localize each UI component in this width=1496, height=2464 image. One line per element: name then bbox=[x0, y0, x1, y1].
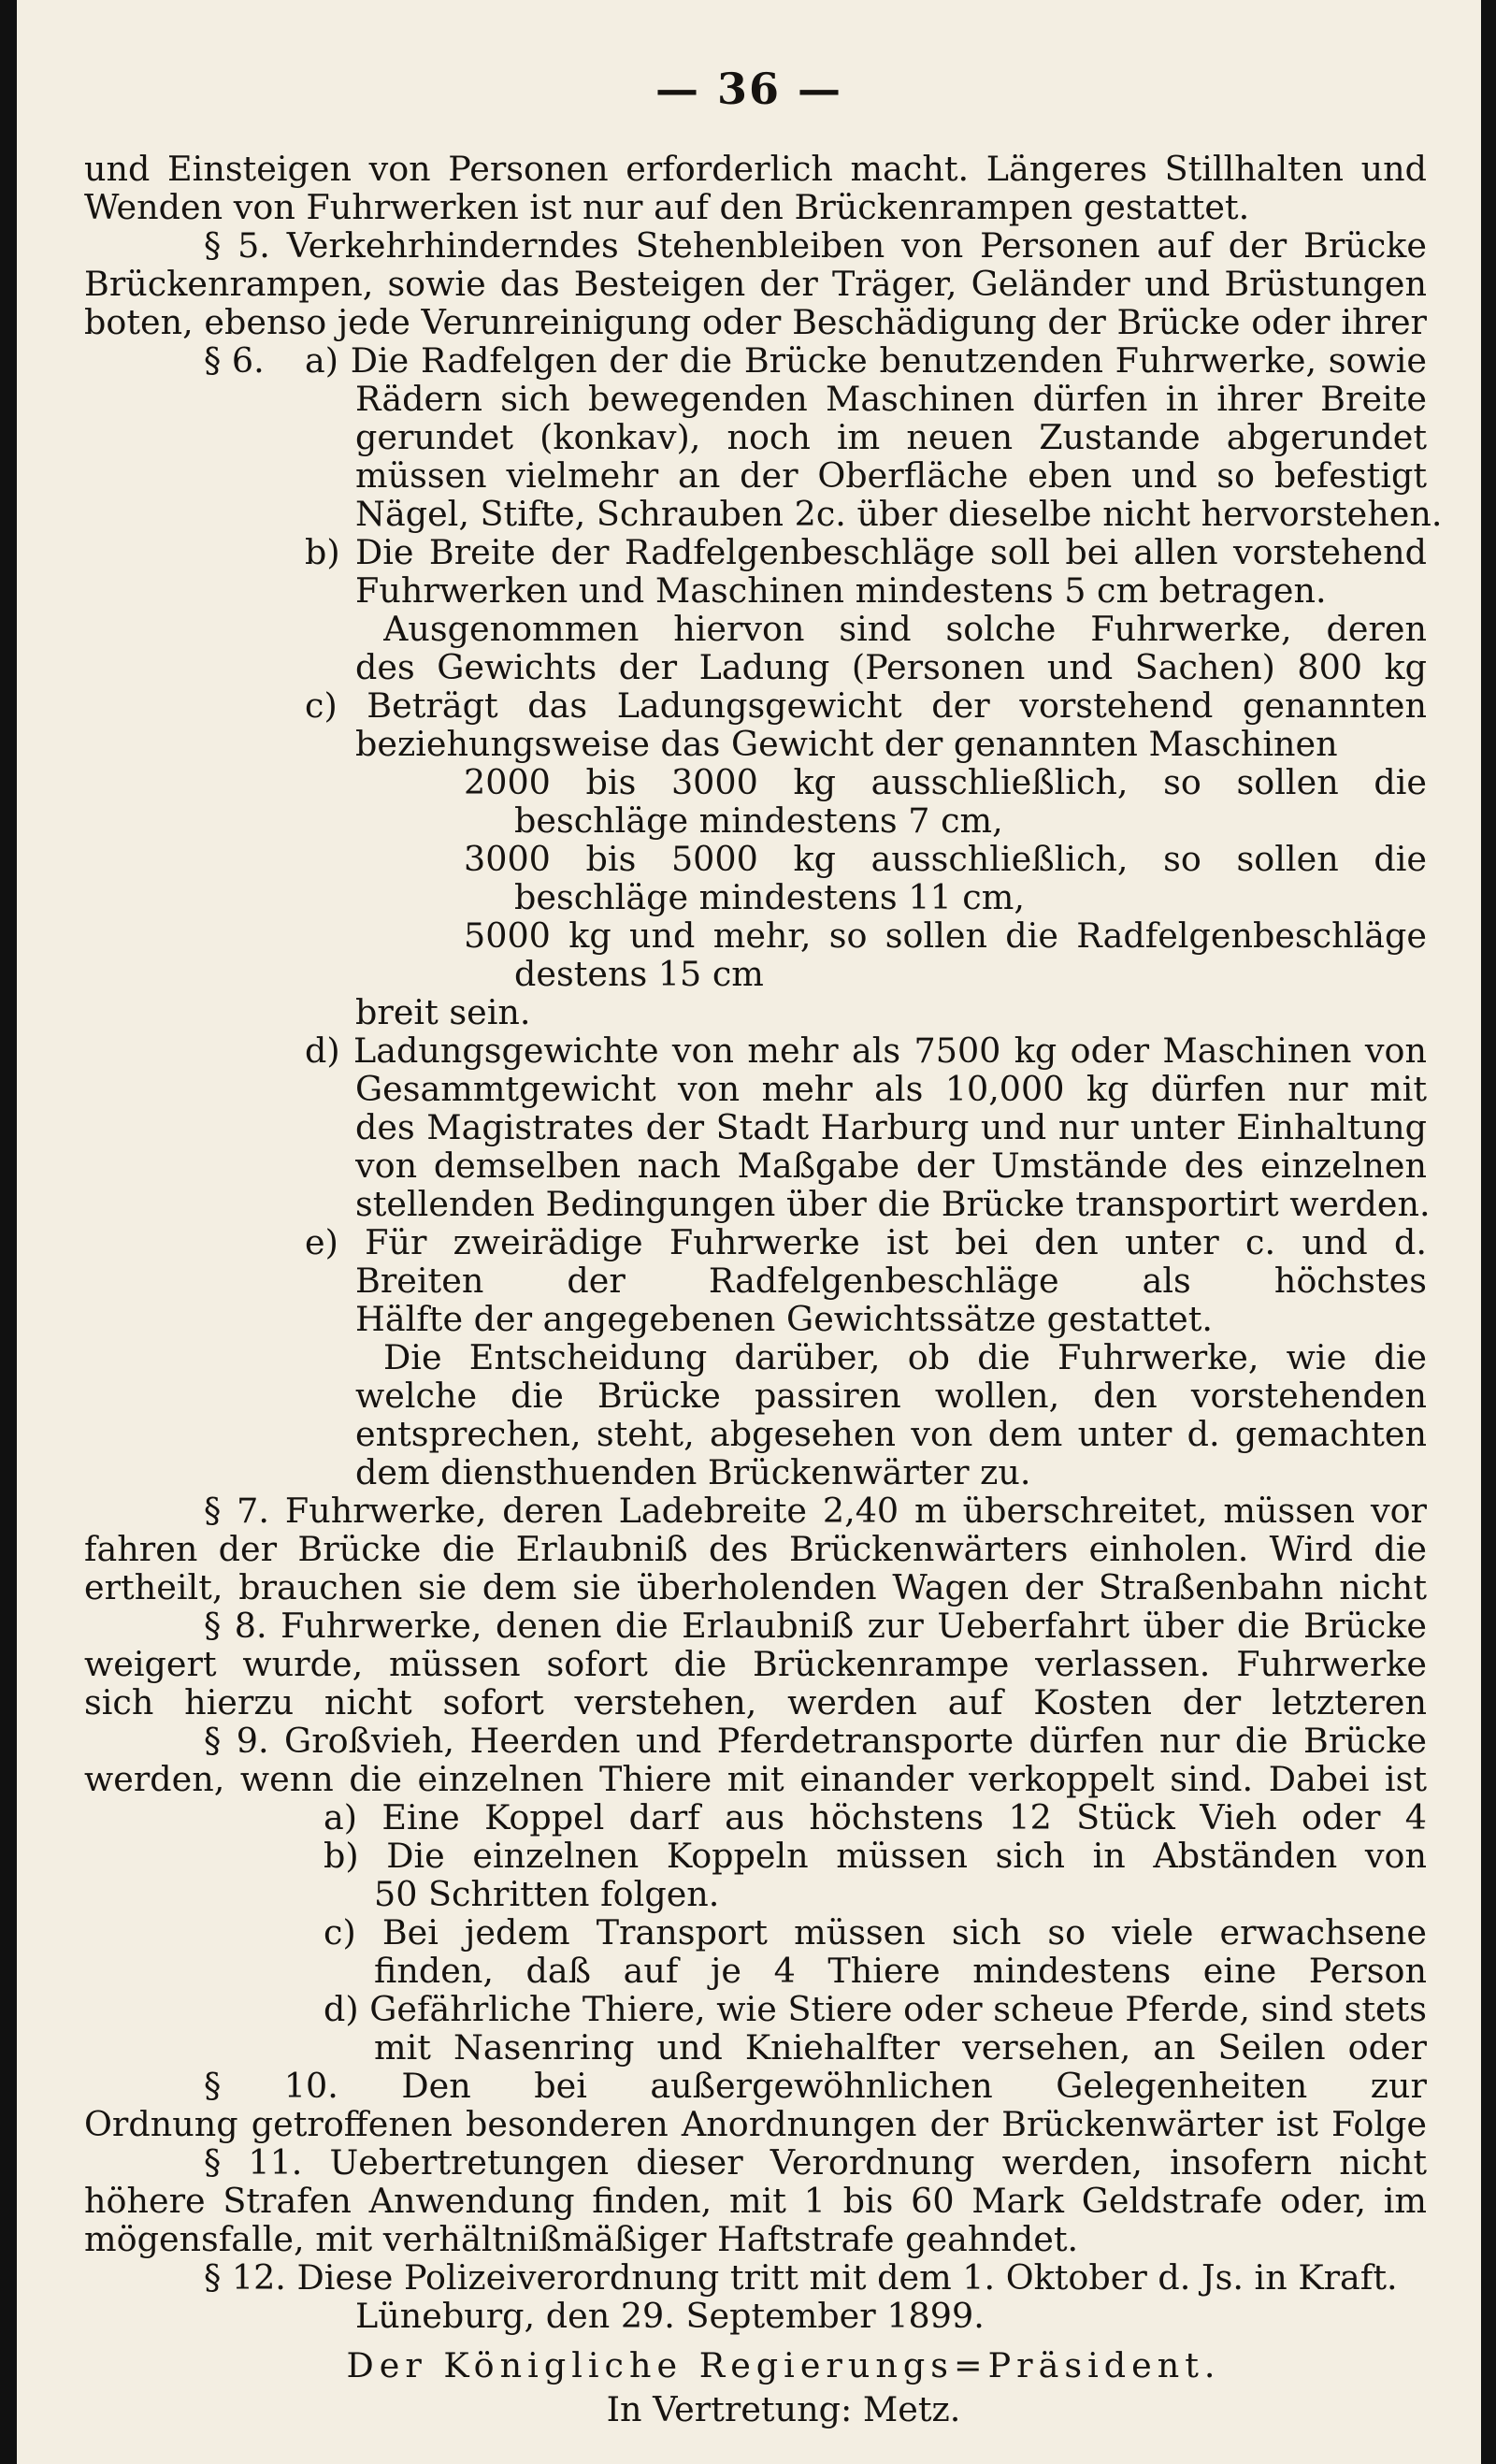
text-line bbox=[84, 1760, 1427, 1798]
line-text: destens 15 cm bbox=[514, 954, 764, 994]
line-text: mögensfalle, mit verhältnißmäßiger Haftstrafe geahndet. bbox=[84, 2219, 1079, 2259]
line-text: Fuhrwerken und Maschinen mindestens 5 cm betragen. bbox=[355, 570, 1327, 611]
line-text: beziehungsweise das Gewicht der genannten Maschinen bbox=[355, 724, 1338, 764]
line-text: a) Eine Koppel darf aus höchstens 12 Stück Vieh oder 4 bbox=[324, 1798, 1427, 1837]
text-line bbox=[84, 1837, 1427, 1875]
line-text: § 9. Großvieh, Heerden und Pferdetransporte dürfen nur die Brücke bbox=[204, 1722, 1427, 1760]
line-text: e) Für zweirädige Fuhrwerke ist bei den unter c. und d. bbox=[305, 1223, 1427, 1261]
text-line bbox=[84, 2105, 1427, 2143]
line-text: Gesammtgewicht von mehr als 10,000 kg dürfen nur mit bbox=[355, 1070, 1427, 1108]
text-line bbox=[84, 303, 1427, 341]
line-text: von demselben nach Maßgabe der Umstände des einzelnen bbox=[355, 1146, 1427, 1185]
page-number: — 36 — bbox=[654, 64, 843, 114]
line-text: d) Gefährliche Thiere, wie Stiere oder scheue Pferde, sind stets bbox=[324, 1990, 1427, 2028]
line-text: § 5. Verkehrhinderndes Stehenbleiben von Personen auf der Brücke bbox=[204, 226, 1427, 265]
line-text: mit Nasenring und Kniehalfter versehen, an Seilen oder bbox=[374, 2028, 1427, 2067]
line-text: 3000 bis 5000 kg ausschließlich, so sollen die bbox=[464, 840, 1427, 878]
line-text: des Magistrates der Stadt Harburg und nur unter Einhaltung bbox=[355, 1108, 1427, 1146]
text-line bbox=[84, 1607, 1427, 1645]
signature-block bbox=[84, 2346, 1427, 2385]
text-line bbox=[84, 1300, 1427, 1338]
text-line bbox=[84, 2067, 1427, 2105]
text-line bbox=[84, 1875, 1427, 1913]
line-text: welche die Brücke passiren wollen, den vorstehenden bbox=[355, 1376, 1427, 1415]
line-text: Die Entscheidung darüber, ob die Fuhrwerke, wie die bbox=[383, 1338, 1427, 1376]
line-text: beschläge mindestens 11 cm, bbox=[514, 877, 1025, 917]
line-text: des Gewichts der Ladung (Personen und Sachen) 800 kg bbox=[355, 648, 1427, 686]
line-text: Rädern sich bewegenden Maschinen dürfen in ihrer Breite bbox=[355, 380, 1427, 418]
line-text: entsprechen, steht, abgesehen von dem unter d. gemachten bbox=[355, 1415, 1427, 1453]
line-text: b) Die einzelnen Koppeln müssen sich in Abständen von bbox=[324, 1837, 1427, 1875]
page-edge-left bbox=[0, 0, 17, 2464]
text-line bbox=[84, 494, 1443, 534]
line-text: Breiten der Radfelgenbeschläge als höchstes bbox=[355, 1261, 1427, 1300]
text-line bbox=[84, 1070, 1427, 1108]
text-line bbox=[84, 686, 1427, 725]
text-line bbox=[84, 1491, 1427, 1530]
text-line bbox=[84, 418, 1427, 456]
text-line bbox=[84, 1530, 1427, 1568]
line-text: gerundet (konkav), noch im neuen Zustande abgerundet bbox=[355, 418, 1427, 456]
text-line bbox=[84, 1568, 1427, 1607]
line-text: beschläge mindestens 7 cm, bbox=[514, 800, 1003, 841]
line-text: Lüneburg, den 29. September 1899. bbox=[355, 2296, 985, 2336]
text-line bbox=[84, 840, 1427, 878]
line-text: Ordnung getroffenen besonderen Anordnungen der Brückenwärter ist Folge bbox=[84, 2105, 1427, 2143]
text-line bbox=[84, 1184, 1431, 1224]
line-text: Wenden von Fuhrwerken ist nur auf den Brückenrampen gestattet. bbox=[84, 187, 1250, 227]
text-line bbox=[84, 456, 1427, 495]
text-line bbox=[84, 265, 1427, 303]
text-line bbox=[84, 648, 1427, 686]
text-line bbox=[84, 801, 1427, 840]
line-text: stellenden Bedingungen über die Brücke transportirt werden. bbox=[355, 1184, 1431, 1224]
text-line bbox=[84, 763, 1427, 801]
text-line bbox=[84, 610, 1427, 648]
text-line bbox=[84, 341, 1427, 380]
line-text: breit sein. bbox=[355, 992, 531, 1032]
line-text: c) Bei jedem Transport müssen sich so viele erwachsene bbox=[324, 1913, 1427, 1952]
line-text: fahren der Brücke die Erlaubniß des Brückenwärters einholen. Wird die bbox=[84, 1530, 1427, 1568]
text-line bbox=[84, 993, 1427, 1031]
text-line bbox=[84, 1722, 1427, 1760]
signature-deputy: In Vertretung: Metz. bbox=[606, 2389, 961, 2429]
line-text: § 10. Den bei außergewöhnlichen Gelegenheiten zur bbox=[204, 2067, 1427, 2105]
line-text: § 7. Fuhrwerke, deren Ladebreite 2,40 m überschreitet, müssen vor bbox=[204, 1491, 1427, 1530]
text-line bbox=[84, 226, 1427, 265]
line-text: c) Beträgt das Ladungsgewicht der vorstehend genannten bbox=[305, 686, 1427, 725]
text-line bbox=[84, 2297, 1427, 2335]
text-line bbox=[84, 1415, 1427, 1453]
text-line bbox=[84, 150, 1427, 188]
text-line bbox=[84, 1453, 1427, 1491]
line-text: Nägel, Stifte, Schrauben 2c. über dieselbe nicht hervorstehen. bbox=[355, 494, 1443, 534]
text-line bbox=[84, 1683, 1427, 1722]
text-line bbox=[84, 1376, 1427, 1415]
text-line bbox=[84, 878, 1427, 916]
line-text: weigert wurde, müssen sofort die Brückenrampe verlassen. Fuhrwerke bbox=[84, 1645, 1427, 1683]
signature-deputy-line bbox=[84, 2390, 1427, 2428]
line-text: Brückenrampen, sowie das Besteigen der Träger, Geländer und Brüstungen bbox=[84, 265, 1427, 303]
text-line bbox=[84, 1338, 1427, 1376]
text-line bbox=[84, 533, 1427, 571]
document-page bbox=[17, 0, 1481, 2464]
text-line bbox=[84, 1645, 1427, 1683]
text-line bbox=[84, 1223, 1427, 1261]
signature-title: Der Königliche Regierungs=Präsident. bbox=[346, 2345, 1221, 2385]
document-body bbox=[84, 150, 1443, 2429]
line-text: a) Die Radfelgen der die Brücke benutzenden Fuhrwerke, sowie bbox=[305, 341, 1427, 380]
line-text: § 8. Fuhrwerke, denen die Erlaubniß zur Ueberfahrt über die Brücke bbox=[204, 1607, 1427, 1645]
line-text: dem diensthuenden Brückenwärter zu. bbox=[355, 1452, 1031, 1492]
text-line bbox=[84, 571, 1427, 610]
line-text: b) Die Breite der Radfelgenbeschläge soll bei allen vorstehend bbox=[305, 533, 1427, 571]
text-line bbox=[84, 916, 1427, 955]
text-line bbox=[84, 1108, 1427, 1146]
text-line bbox=[84, 2220, 1427, 2258]
text-line bbox=[84, 1031, 1427, 1070]
line-text: Hälfte der angegebenen Gewichtssätze gestattet. bbox=[355, 1299, 1213, 1339]
line-text: Ausgenommen hiervon sind solche Fuhrwerke, deren bbox=[383, 610, 1427, 648]
text-line bbox=[84, 2143, 1427, 2182]
line-text: sich hierzu nicht sofort verstehen, werden auf Kosten der letzteren bbox=[84, 1683, 1427, 1722]
line-text: müssen vielmehr an der Oberfläche eben und so befestigt bbox=[355, 456, 1427, 495]
text-line bbox=[84, 2182, 1427, 2220]
text-line bbox=[84, 725, 1427, 763]
section-label: § 6. bbox=[204, 340, 265, 381]
line-text: 2000 bis 3000 kg ausschließlich, so sollen die bbox=[464, 763, 1427, 801]
text-line bbox=[84, 1146, 1427, 1185]
text-line bbox=[84, 380, 1427, 418]
text-line bbox=[84, 1798, 1427, 1837]
text-line bbox=[84, 1261, 1427, 1300]
line-text: 50 Schritten folgen. bbox=[374, 1874, 720, 1914]
text-line bbox=[84, 2028, 1427, 2067]
page-edge-right bbox=[1481, 0, 1496, 2464]
text-line bbox=[84, 1952, 1427, 1990]
line-text: höhere Strafen Anwendung finden, mit 1 bis 60 Mark Geldstrafe oder, im bbox=[84, 2182, 1427, 2220]
line-text: werden, wenn die einzelnen Thiere mit einander verkoppelt sind. Dabei ist bbox=[84, 1760, 1427, 1798]
text-line bbox=[84, 1913, 1427, 1952]
line-text: und Einsteigen von Personen erforderlich macht. Längeres Stillhalten und bbox=[84, 150, 1427, 188]
text-line bbox=[84, 1990, 1427, 2028]
line-text: § 12. Diese Polizeiverordnung tritt mit dem 1. Oktober d. Js. in Kraft. bbox=[204, 2257, 1398, 2298]
line-text: boten, ebenso jede Verunreinigung oder Beschädigung der Brücke oder ihrer bbox=[84, 303, 1427, 341]
text-line bbox=[84, 188, 1427, 226]
line-text: finden, daß auf je 4 Thiere mindestens eine Person bbox=[374, 1952, 1427, 1990]
line-text: ertheilt, brauchen sie dem sie überholenden Wagen der Straßenbahn nicht bbox=[84, 1568, 1427, 1607]
line-text: d) Ladungsgewichte von mehr als 7500 kg oder Maschinen von bbox=[305, 1031, 1427, 1070]
text-line bbox=[84, 2258, 1427, 2297]
line-text: § 11. Uebertretungen dieser Verordnung werden, insofern nicht bbox=[204, 2143, 1427, 2182]
line-text: 5000 kg und mehr, so sollen die Radfelgenbeschläge bbox=[464, 916, 1427, 955]
text-line bbox=[84, 955, 1427, 993]
